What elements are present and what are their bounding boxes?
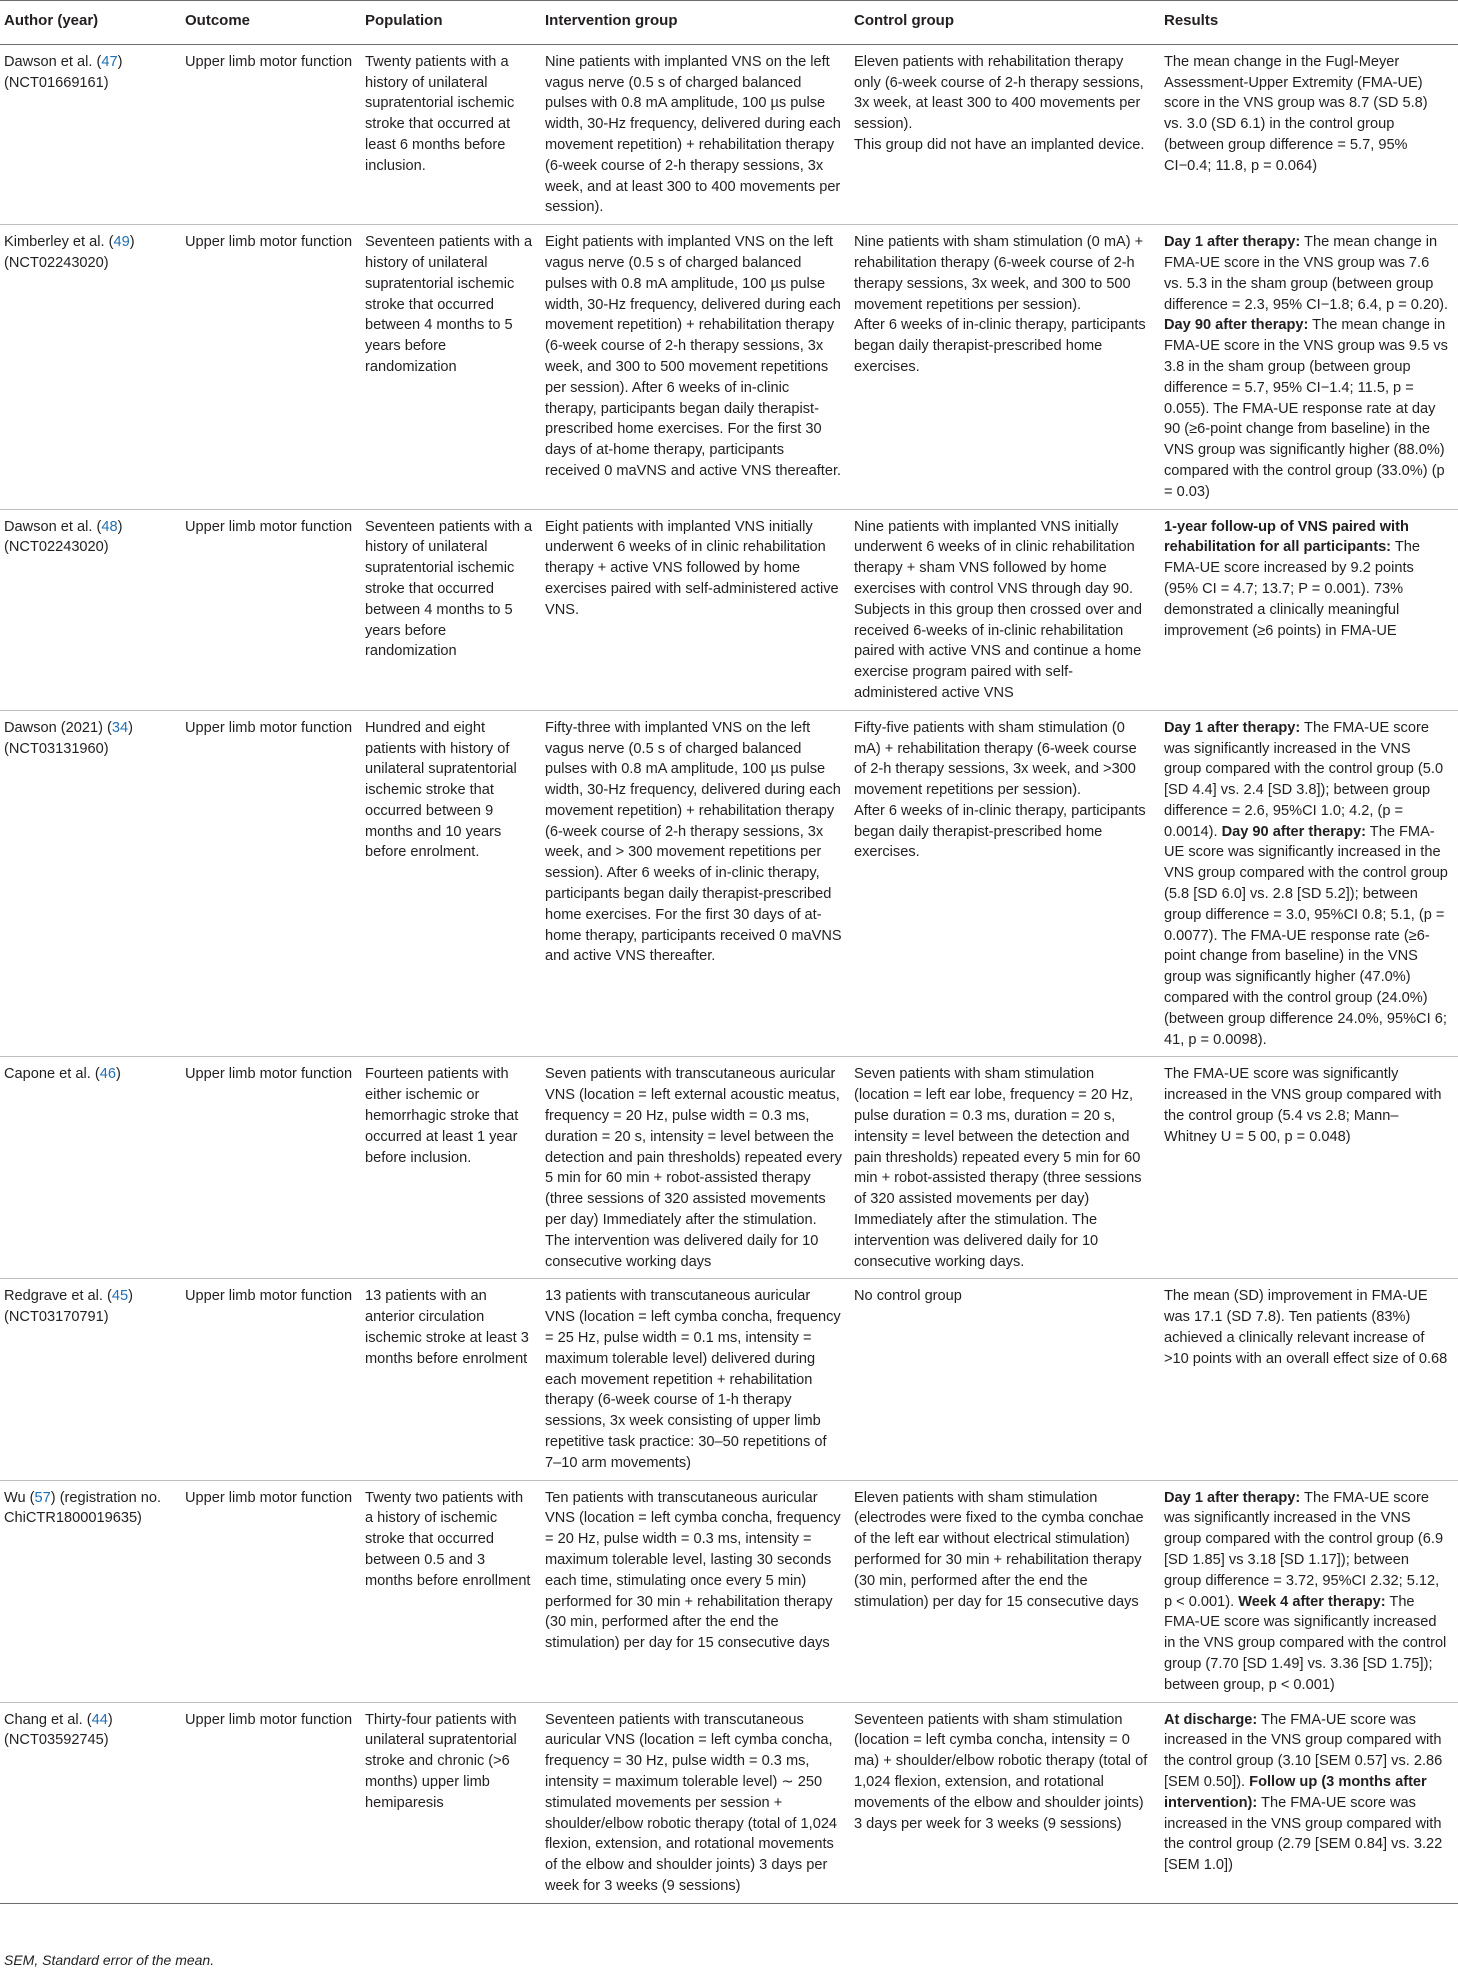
header-author: Author (year) — [0, 1, 181, 45]
results-cell — [1160, 1702, 1458, 1903]
author-text: Capone et al. ( — [4, 1066, 100, 1083]
author-cell — [0, 710, 181, 1057]
registration-id: (NCT02243020) — [4, 254, 109, 271]
results-heading: Day 90 after therapy: — [1221, 823, 1366, 840]
intervention-cell: Nine patients with implanted VNS on the left vagus nerve (0.5 s of charged balanced pulses with 0.8 mA amplitude, 100 µs pulse width, 30-Hz frequency, delivered during each movement repetition) + rehabilitation therapy (6-week course of 2-h therapy sessions, 3x week, and at least 300 to 400 movements per session). — [541, 44, 850, 224]
outcome-cell: Upper limb motor function — [181, 1480, 361, 1702]
results-cell: The mean (SD) improvement in FMA-UE was 17.1 (SD 7.8). Ten patients (83%) achieved a clinically relevant increase of >10 points with an overall effect size of 0.68 — [1160, 1279, 1458, 1480]
control-text-note: After 6 weeks of in-clinic therapy, participants began daily therapist-prescribed home exercises. — [854, 802, 1146, 861]
population-cell: Hundred and eight patients with history of unilateral supratentorial ischemic stroke that occurred between 9 months and 10 years before enrolment. — [361, 710, 541, 1057]
results-heading: Day 1 after therapy: — [1164, 234, 1301, 251]
header-intervention: Intervention group — [541, 1, 850, 45]
results-cell — [1160, 710, 1458, 1057]
author-text-end: ) — [128, 1288, 133, 1305]
results-text: The mean change in FMA-UE score in the VNS group was 9.5 vs 3.8 in the sham group (between group difference = 5.7, 95% CI−1.4; 11.5, p = 0.055). The FMA-UE response rate at day 90 (≥6-point change from baseline) in the VNS group was significantly higher (88.0%) compared with the control group (33.0%) (p = 0.03) — [1164, 317, 1448, 500]
results-heading: Week 4 after therapy: — [1238, 1593, 1386, 1610]
table-row — [0, 710, 1458, 1057]
population-cell: 13 patients with an anterior circulation ischemic stroke at least 3 months before enrolment — [361, 1279, 541, 1480]
results-heading: Day 1 after therapy: — [1164, 1489, 1301, 1506]
reference-link[interactable]: 48 — [101, 518, 118, 535]
table-row — [0, 44, 1458, 224]
control-cell — [850, 225, 1160, 509]
registration-id: ChiCTR1800019635) — [4, 1510, 142, 1527]
reference-link[interactable]: 46 — [99, 1066, 116, 1083]
header-outcome: Outcome — [181, 1, 361, 45]
table-row — [0, 509, 1458, 710]
reference-link[interactable]: 34 — [111, 719, 129, 736]
control-cell: Eleven patients with sham stimulation (electrodes were fixed to the cymba conchae of the left ear without electrical stimulation) performed for 30 min + rehabilitation therapy (30 min, performed after the end the stimulation) per day for 15 consecutive days — [850, 1480, 1160, 1702]
author-text: Dawson (2021) ( — [4, 719, 112, 736]
reference-link[interactable]: 57 — [34, 1489, 51, 1506]
reference-link[interactable]: 49 — [113, 234, 130, 251]
author-text: Redgrave et al. ( — [4, 1288, 112, 1305]
population-cell: Twenty patients with a history of unilateral supratentorial ischemic stroke that occurred at least 6 months before inclusion. — [361, 44, 541, 224]
author-text: Chang et al. ( — [4, 1711, 92, 1728]
table-row — [0, 1480, 1458, 1702]
results-heading: Day 1 after therapy: — [1164, 719, 1301, 736]
control-text: Nine patients with sham stimulation (0 mA) + rehabilitation therapy (6-week course of 2-h therapy sessions, 3x week, and 300 to 500 movement repetitions per session). — [854, 234, 1144, 313]
reference-link[interactable]: 47 — [101, 53, 118, 70]
header-control: Control group — [850, 1, 1160, 45]
author-text-end: ) — [129, 234, 135, 251]
results-heading: Day 90 after therapy: — [1164, 317, 1309, 334]
intervention-cell: Ten patients with transcutaneous auricular VNS (location = left cymba concha, frequency = 20 Hz, pulse width = 0.3 ms, intensity = maximum tolerable level, lasting 30 seconds each time, stimulating once every 5 min) performed for 30 min + rehabilitation therapy (30 min, performed after the end the stimulation) per day for 15 consecutive days — [541, 1480, 850, 1702]
header-results: Results — [1160, 1, 1458, 45]
intervention-cell: Fifty-three with implanted VNS on the left vagus nerve (0.5 s of charged balanced pulses with 0.8 mA amplitude, 100 µs pulse width, 30-Hz frequency, delivered during each movement repetition) + rehabilitation therapy (6-week course of 2-h therapy sessions, 3x week, and > 300 movement repetitions per session). After 6 weeks of in-clinic therapy, participants began daily therapist-prescribed home exercises. For the first 30 days of at-home therapy, participants received 0 maVNS and active VNS thereafter. — [541, 710, 850, 1057]
results-cell: The mean change in the Fugl-Meyer Assessment-Upper Extremity (FMA-UE) score in the VNS group was 8.7 (SD 5.8) vs. 3.0 (SD 6.1) in the control group (between group difference = 5.7, 95% CI−0.4; 11.8, p = 0.064) — [1160, 44, 1458, 224]
table-footnote: SEM, Standard error of the mean. — [4, 1952, 215, 1968]
author-text-end: ) (registration no. — [50, 1489, 162, 1506]
population-cell: Seventeen patients with a history of unilateral supratentorial ischemic stroke that occurred between 4 months to 5 years before randomization — [361, 225, 541, 509]
control-cell — [850, 1057, 1160, 1279]
author-text-end: ) — [128, 719, 133, 736]
results-text: The FMA-UE score was significantly increased in the VNS group compared with the control group (6.9 [SD 1.85] vs 3.18 [SD 1.17]); between group difference = 3.72, 95%CI 2.32; 5.12, p < 0.001). — [1164, 1489, 1444, 1610]
control-cell: Seventeen patients with sham stimulation (location = left cymba concha, intensity = 0 ma) + shoulder/elbow robotic therapy (total of 1,024 flexion, extension, and rotational movements of the elbow and shoulder joints) 3 days per week for 3 weeks (9 sessions) — [850, 1702, 1160, 1903]
control-cell: No control group — [850, 1279, 1160, 1480]
control-text: Eleven patients with rehabilitation therapy only (6-week course of 2-h therapy sessions, 3x week, at least 300 to 400 movements per session). — [854, 53, 1144, 133]
results-text: The FMA-UE score was increased in the VNS group compared with the control group (3.10 [SEM 0.57] vs. 2.86 [SEM 0.50]). — [1164, 1711, 1443, 1790]
results-cell — [1160, 509, 1458, 710]
registration-id: (NCT03170791) — [4, 1309, 109, 1326]
registration-id: (NCT02243020) — [4, 539, 109, 556]
population-cell: Thirty-four patients with unilateral supratentorial stroke and chronic (>6 months) upper limb hemiparesis — [361, 1702, 541, 1903]
control-text-note: Immediately after the stimulation. The intervention was delivered daily for 10 consecutive working days. — [854, 1212, 1099, 1270]
author-text-end: ) — [117, 53, 123, 70]
results-cell — [1160, 1480, 1458, 1702]
results-text: The FMA-UE score was significantly increased in the VNS group compared with the control group (7.70 [SD 1.49] vs. 3.36 [SD 1.75]); between group, p < 0.001) — [1164, 1593, 1447, 1693]
results-text: The FMA-UE score was significantly increased in the VNS group compared with the control group (5.0 [SD 4.4] vs. 2.4 [SD 3.8]); between group difference = 2.6, 95%CI 1.0; 4.2, (p = 0.0014). — [1164, 719, 1444, 840]
table-header — [0, 1, 1458, 45]
author-cell — [0, 225, 181, 509]
author-cell — [0, 44, 181, 224]
reference-link[interactable]: 45 — [111, 1288, 129, 1305]
outcome-cell: Upper limb motor function — [181, 1279, 361, 1480]
author-cell — [0, 1480, 181, 1702]
results-heading: 1-year follow-up of VNS paired with rehabilitation for all participants: — [1164, 518, 1409, 556]
results-text: The FMA-UE score was increased in the VNS group compared with the control group (2.79 [SEM 0.84] vs. 3.22 [SEM 1.0]) — [1164, 1794, 1443, 1874]
outcome-cell: Upper limb motor function — [181, 1057, 361, 1279]
results-heading: Follow up (3 months after intervention): — [1164, 1773, 1427, 1811]
author-cell — [0, 1279, 181, 1480]
header-population: Population — [361, 1, 541, 45]
reference-link[interactable]: 44 — [91, 1711, 108, 1728]
table-row — [0, 225, 1458, 509]
control-cell — [850, 710, 1160, 1057]
results-text: The FMA-UE score was significantly increased in the VNS group compared with the control group (5.8 [SD 6.0] vs. 2.8 [SD 5.2]); between group difference = 3.0, 95%CI 0.8; 5.1, (p = 0.0077). The FMA-UE response rate (≥6-point change from baseline) in the VNS group was significantly higher (47.0%) compared with the control group (24.0%) (between group difference 24.0%, 95%CI 6; 41, p = 0.0098). — [1164, 823, 1448, 1048]
author-text-end: ) — [115, 1066, 121, 1083]
population-cell: Twenty two patients with a history of ischemic stroke that occurred between 0.5 and 3 months before enrollment — [361, 1480, 541, 1702]
header-row — [0, 1, 1458, 45]
population-cell: Fourteen patients with either ischemic or hemorrhagic stroke that occurred at least 1 year before inclusion. — [361, 1057, 541, 1279]
intervention-cell: 13 patients with transcutaneous auricular VNS (location = left cymba concha, frequency = 25 Hz, pulse width = 0.1 ms, intensity = maximum tolerable level) delivered during each movement repetition + rehabilitation therapy (6-week course of 1-h therapy sessions, 3x week consisting of upper limb repetitive task practice: 30–50 repetitions of 7–10 arm movements) — [541, 1279, 850, 1480]
outcome-cell: Upper limb motor function — [181, 710, 361, 1057]
author-text: Wu ( — [4, 1489, 35, 1506]
control-text: Seven patients with sham stimulation (location = left ear lobe, frequency = 20 Hz, pulse duration = 0.3 ms, duration = 20 s, intensity = level between the detection and pain thresholds) repeated every 5 min for 60 min + robot-assisted therapy (three sessions of 320 assisted movements per day) — [854, 1066, 1142, 1208]
author-text: Kimberley et al. ( — [4, 234, 114, 251]
control-cell: Nine patients with implanted VNS initially underwent 6 weeks of in clinic rehabilitation therapy + sham VNS followed by home exercises with control VNS through day 90. Subjects in this group then crossed over and received 6-weeks of in-clinic rehabilitation paired with active VNS and continue a home exercise program paired with self-administered active VNS — [850, 509, 1160, 710]
control-cell — [850, 44, 1160, 224]
table-row — [0, 1057, 1458, 1279]
registration-id: (NCT03131960) — [4, 740, 109, 757]
results-text: The mean change in FMA-UE score in the VNS group was 7.6 vs. 5.3 in the sham group (between group difference = 2.3, 95% CI−1.8; 6.4, p = 0.20). — [1164, 234, 1449, 313]
intervention-cell: Seven patients with transcutaneous auricular VNS (location = left external acoustic meatus, frequency = 20 Hz, pulse width = 0.3 ms, duration = 20 s, intensity = level between the detection and pain thresholds) repeated every 5 min for 60 min + robot-assisted therapy (three sessions of 320 assisted movements per day) Immediately after the stimulation. The intervention was delivered daily for 10 consecutive working days — [541, 1057, 850, 1279]
author-text-end: )(NCT03592745) — [4, 1711, 113, 1749]
author-text: Dawson et al. ( — [4, 53, 102, 70]
outcome-cell: Upper limb motor function — [181, 1702, 361, 1903]
intervention-cell: Eight patients with implanted VNS on the left vagus nerve (0.5 s of charged balanced pulses with 0.8 mA amplitude, 100 µs pulse width, 30-Hz frequency, delivered during each movement repetition) + rehabilitation therapy (6-week course of 2-h therapy sessions, 3x week, and 300 to 500 movement repetitions per session). After 6 weeks of in-clinic therapy, participants began daily therapist-prescribed home exercises. For the first 30 days of at-home therapy, participants received 0 maVNS and active VNS thereafter. — [541, 225, 850, 509]
outcome-cell: Upper limb motor function — [181, 509, 361, 710]
table-row — [0, 1702, 1458, 1903]
control-text-note: After 6 weeks of in-clinic therapy, participants began daily therapist-prescribed home exercises. — [854, 317, 1146, 375]
author-cell — [0, 509, 181, 710]
population-cell: Seventeen patients with a history of unilateral supratentorial ischemic stroke that occurred between 4 months to 5 years before randomization — [361, 509, 541, 710]
author-text-end: ) — [117, 518, 123, 535]
author-text: Dawson et al. ( — [4, 518, 102, 535]
control-text-note: This group did not have an implanted device. — [854, 136, 1145, 153]
author-cell — [0, 1057, 181, 1279]
table-row — [0, 1279, 1458, 1480]
control-text: Fifty-five patients with sham stimulation (0 mA) + rehabilitation therapy (6-week course of 2-h therapy sessions, 3x week, and >300 movement repetitions per session). — [854, 719, 1137, 799]
author-cell — [0, 1702, 181, 1903]
intervention-cell: Eight patients with implanted VNS initially underwent 6 weeks of in clinic rehabilitation therapy + active VNS followed by home exercises paired with self-administered active VNS. — [541, 509, 850, 710]
table-body — [0, 44, 1458, 1903]
outcome-cell: Upper limb motor function — [181, 44, 361, 224]
results-heading: At discharge: — [1164, 1711, 1258, 1728]
results-cell — [1160, 225, 1458, 509]
intervention-cell: Seventeen patients with transcutaneous auricular VNS (location = left cymba concha, frequency = 30 Hz, pulse width = 0.3 ms, intensity = maximum tolerable level) ∼ 250 stimulated movements per session + shoulder/elbow robotic therapy (total of 1,024 flexion, extension, and rotational movements of the elbow and shoulder joints) 3 days per week for 3 weeks (9 sessions) — [541, 1702, 850, 1903]
results-cell: The FMA-UE score was significantly increased in the VNS group compared with the control group (5.4 vs 2.8; Mann–Whitney U = 5 00, p = 0.048) — [1160, 1057, 1458, 1279]
results-text: The FMA-UE score increased by 9.2 points (95% CI = 4.7; 13.7; P = 0.001). 73% demonstrated a clinically meaningful improvement (≥6 points) in FMA-UE — [1164, 539, 1420, 639]
registration-id: (NCT01669161) — [4, 74, 109, 91]
outcome-cell: Upper limb motor function — [181, 225, 361, 509]
